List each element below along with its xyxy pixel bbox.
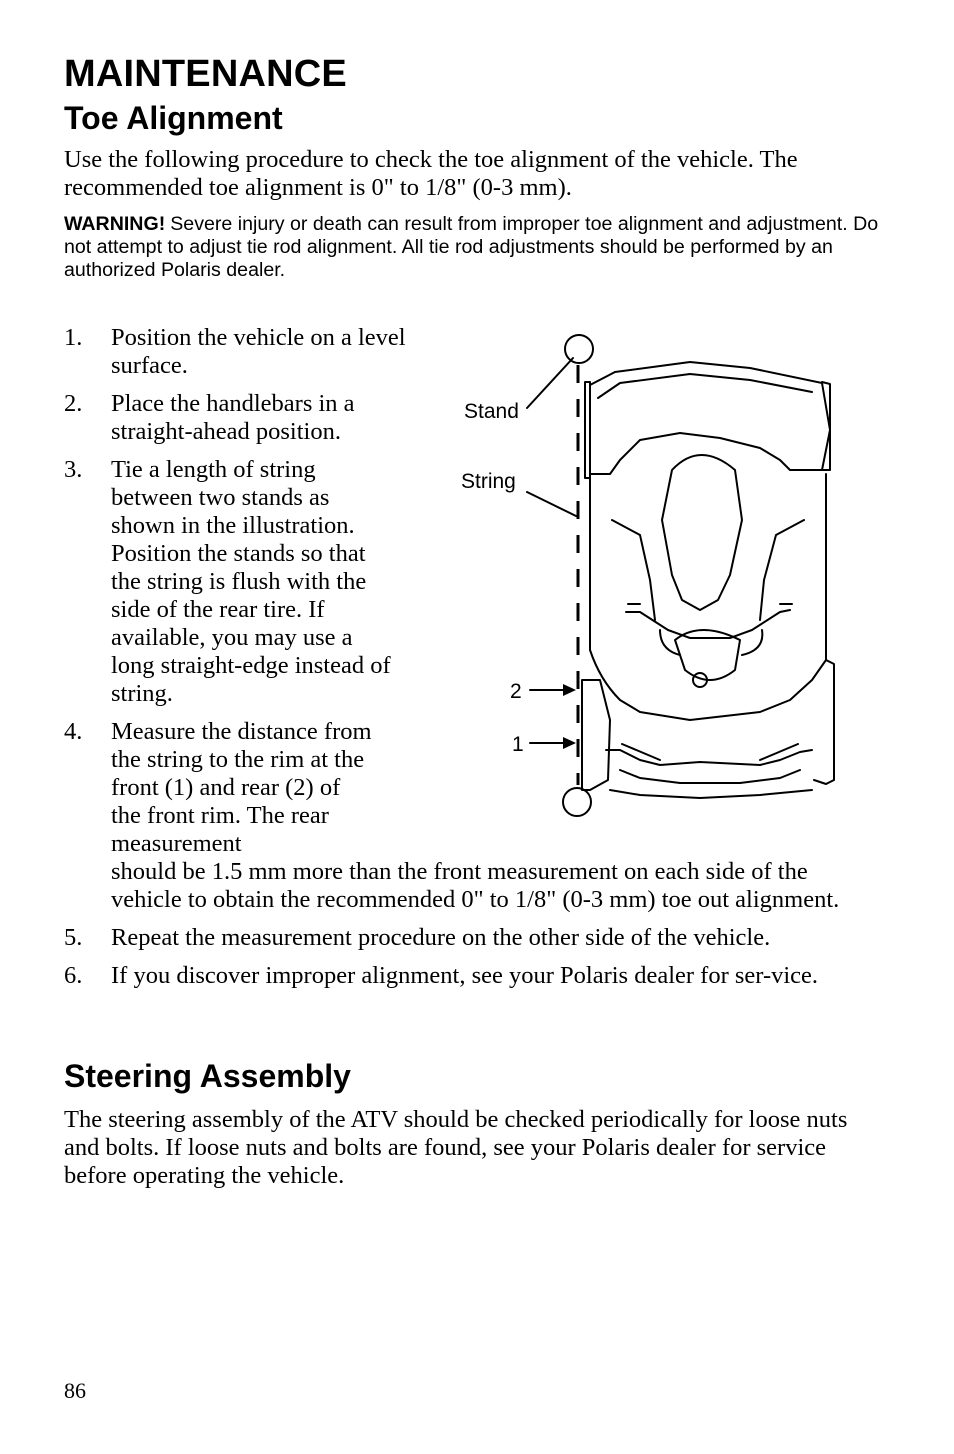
step-item [64,924,874,952]
warning-label: WARNING! [64,213,166,235]
toe-alignment-heading: Toe Alignment [64,100,283,136]
steering-assembly-body: The steering assembly of the ATV should be checked periodically for loose nuts and bolts. If loose nuts and bolts are found, see your Polaris dealer for service before operating the vehicle. [64,1106,848,1189]
stand-bottom [563,788,591,816]
step-text: Measure the distance from the string to the rim at the front (1) and rear (2) of the front rim. The rear measurement [111,718,372,857]
callout-1-arrowhead [563,737,576,749]
step-text: Repeat the measurement procedure on the other side of the vehicle. [111,924,771,951]
callout-2-arrowhead [563,684,576,696]
step-number: 6. [64,962,83,989]
stand-label: Stand [464,400,519,423]
page-number: 86 [64,1378,86,1403]
section-title: MAINTENANCE [64,53,347,95]
toe-alignment-diagram [440,320,860,830]
step-item [64,962,871,990]
stand-top [565,335,593,363]
steering-assembly-heading: Steering Assembly [64,1058,351,1094]
step-text: Place the handlebars in a straight-ahead position. [111,390,355,445]
step-number: 3. [64,456,83,483]
step-number: 2. [64,390,83,417]
toe-alignment-intro: Use the following procedure to check the toe alignment of the vehicle. The recommended toe alignment is 0" to 1/8" (0-3 mm). [64,146,798,201]
step-number: 5. [64,924,83,951]
step-text: Position the vehicle on a level surface. [111,324,406,379]
step-number: 4. [64,718,83,745]
warning-block [64,213,894,282]
step-text: If you discover improper alignment, see your Polaris dealer for ser-vice. [111,962,819,989]
step-item [64,390,431,446]
step-item [64,324,431,380]
step-text: Tie a length of string between two stands as shown in the illustration. Position the stands so that the string is flush with the side of the rear tire. If available, you may use a long straight-edge instead of string. [111,456,391,707]
string-label: String [461,470,516,493]
stand-leader-line [527,358,573,408]
warning-text: Severe injury or death can result from improper toe alignment and adjustment. Do not attempt to adjust tie rod alignment. All tie rod adjustments should be performed by an authorized Polaris dealer. [64,213,879,281]
step-number: 1. [64,324,83,351]
step-item [64,456,391,708]
step-text-continued: should be 1.5 mm more than the front measurement on each side of the vehicle to obtain the recommended 0" to 1/8" (0-3 mm) toe out alignment. [111,858,840,913]
callout-2-label: 2 [510,680,522,703]
atv-top-view [582,362,834,798]
string-leader-line [527,492,576,516]
callout-1-label: 1 [512,733,524,756]
